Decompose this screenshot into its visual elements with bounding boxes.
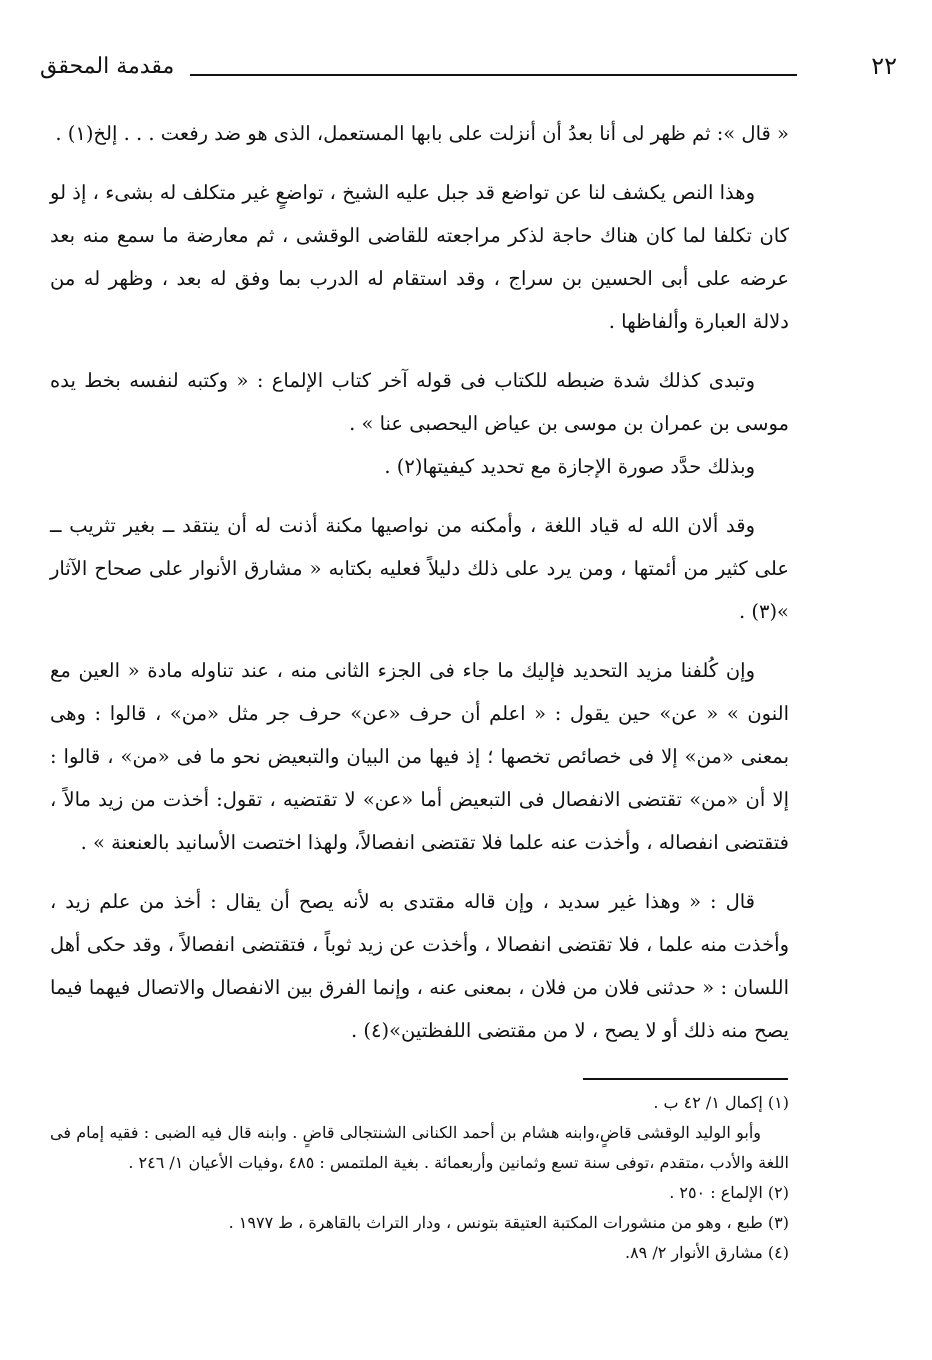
- header-rule: [190, 74, 797, 76]
- paragraph: وهذا النص يكشف لنا عن تواضع قد جبل عليه الشيخ ، تواضعٍ غير متكلف له بشىء ، إذ لو كان تكلفا لما كان هناك حاجة لذكر مراجعته للقاضى الوقشى ، ثم معارضة ما سمع منه بعد عرضه على أبى الحسين بن سراج ، وقد استقام له الدرب بما وفق له بعد ، وظهر له من دلالة العبارة وألفاظها .: [50, 181, 789, 333]
- footnote: (٤) مشارق الأنوار ٢/ ٨٩.: [624, 1243, 789, 1262]
- paragraph: وإن كُلفنا مزيد التحديد فإليك ما جاء فى الجزء الثانى منه ، عند تناوله مادة « العين مع النون » « عن» حين يقول : « اعلم أن حرف «عن» حرف جر مثل «من» ، قالوا : وهى بمعنى «من» إلا فى خصائص تخصها ؛ إذ فيها من البيان والتبعيض نحو ما فى «من» ، قالوا : إلا أن «من» تقتضى الانفصال فى التبعيض أما «عن» لا تقتضيه ، تقول: أخذت من زيد مالاً ، فتقتضى انفصاله ، وأخذت عنه علما فلا تقتضى انفصالاً، ولهذا اختصت الأسانيد بالعنعنة » .: [50, 659, 789, 854]
- paragraph: وقد ألان الله له قياد اللغة ، وأمكنه من نواصيها مكنة أذنت له أن ينتقد ــ بغير تثريب ــ على كثير من أئمتها ، ومن يرد على ذلك دليلاً فعليه بكتابه « مشارق الأنوار على صحاح الآثار »(٣) .: [50, 514, 789, 623]
- footnotes: [50, 1088, 789, 1268]
- page-number: ٢٢: [871, 52, 897, 80]
- paragraph: قال : « وهذا غير سديد ، وإن قاله مقتدى به لأنه يصح أن يقال : أخذ من علم زيد ، وأخذت منه علما ، فلا تقتضى انفصالا ، وأخذت عن زيد ثوباً ، فتقتضى انفصالاً ، وقد حكى أهل اللسان : « حدثنى فلان من فلان ، بمعنى عنه ، وإنما الفرق بين الانفصال والاتصال فيهما فيما يصح منه ذلك أو لا يصح ، لا من مقتضى اللفظتين»(٤) .: [50, 890, 789, 1042]
- running-title: مقدمة المحقق: [40, 54, 175, 79]
- footnote: (٣) طبع ، وهو من منشورات المكتبة العتيقة بتونس ، ودار التراث بالقاهرة ، ط ١٩٧٧ .: [228, 1213, 789, 1232]
- paragraph: « قال »: ثم ظهر لى أنا بعدُ أن أنزلت على بابها المستعمل، الذى هو ضد رفعت . . . إلخ(١) .: [55, 122, 789, 145]
- paragraph: وبذلك حدَّد صورة الإجازة مع تحديد كيفيتها(٢) .: [384, 455, 755, 478]
- footnote: وأبو الوليد الوقشى قاضٍ،وابنه هشام بن أحمد الكنانى الشنتجالى قاضٍ . وابنه قال فيه الضبى : فقيه إمام فى اللغة والأدب ،متقدم ،توفى سنة تسع وثمانين وأربعمائة . بغية الملتمس : ٤٨٥ ،وفيات الأعيان ١/ ٢٤٦ .: [50, 1123, 789, 1172]
- footnote: (١) إكمال ١/ ٤٢ ب .: [653, 1093, 789, 1112]
- paragraph: وتبدى كذلك شدة ضبطه للكتاب فى قوله آخر كتاب الإلماع : « وكتبه لنفسه بخط يده موسى بن عمران بن موسى بن عياض اليحصبى عنا » .: [50, 369, 789, 435]
- body-text: [50, 112, 789, 1052]
- page-header: [40, 52, 897, 92]
- footnote-rule: [583, 1078, 788, 1080]
- footnote: (٢) الإلماع : ٢٥٠ .: [669, 1183, 789, 1202]
